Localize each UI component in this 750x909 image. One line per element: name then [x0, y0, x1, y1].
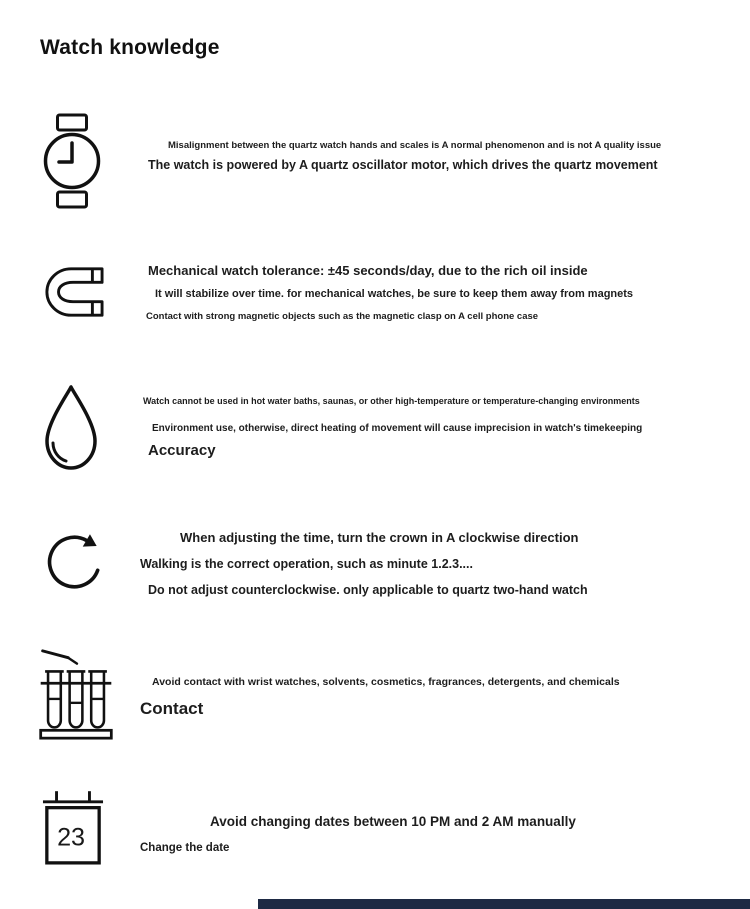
section-contact-line-1: Avoid contact with wrist watches, solvents, cosmetics, fragrances, detergents, and chemicals [152, 676, 620, 688]
section-crown-line-2: Walking is the correct operation, such as minute 1.2.3.... [140, 556, 473, 571]
chemicals-test-tubes-icon [38, 644, 114, 746]
section-quartz-line-1: Misalignment between the quartz watch hands and scales is A normal phenomenon and is not A quality issue [168, 140, 662, 151]
section-magnet-line-1: Mechanical watch tolerance: ±45 seconds/day, due to the rich oil inside [148, 263, 588, 278]
section-contact-text [138, 676, 738, 719]
section-contact-heading: Contact [140, 698, 204, 718]
section-accuracy-line-2: Environment use, otherwise, direct heating of movement will cause imprecision in watch's timekeeping [152, 422, 643, 434]
water-drop-icon [40, 382, 102, 476]
calendar-day-number: 23 [57, 823, 86, 852]
section-magnet-line-2: It will stabilize over time. for mechanical watches, be sure to keep them away from magnets [155, 287, 634, 300]
section-date-text [138, 814, 738, 856]
section-accuracy-heading: Accuracy [148, 441, 216, 459]
magnet-icon [44, 264, 104, 320]
section-crown-text [138, 530, 738, 598]
section-quartz-text [138, 140, 738, 173]
section-accuracy-text [138, 396, 738, 460]
calendar-icon [42, 788, 104, 868]
wristwatch-icon [42, 112, 104, 210]
section-magnet-text [138, 263, 738, 322]
rotate-clockwise-icon [42, 522, 108, 600]
section-crown-line-3: Do not adjust counterclockwise. only applicable to quartz two-hand watch [148, 582, 588, 597]
page-title: Watch knowledge [40, 36, 220, 59]
section-crown-line-1: When adjusting the time, turn the crown in A clockwise direction [180, 530, 579, 545]
section-date-line-2: Change the date [140, 842, 230, 855]
section-accuracy-line-1: Watch cannot be used in hot water baths, saunas, or other high-temperature or temperature-changing environments [143, 396, 640, 406]
section-date-line-1: Avoid changing dates between 10 PM and 2 AM manually [210, 814, 576, 829]
footer-accent-bar [258, 899, 750, 909]
section-magnet-line-3: Contact with strong magnetic objects such as the magnetic clasp on A cell phone case [146, 310, 539, 322]
section-quartz-line-2: The watch is powered by A quartz oscillator motor, which drives the quartz movement [148, 158, 658, 173]
